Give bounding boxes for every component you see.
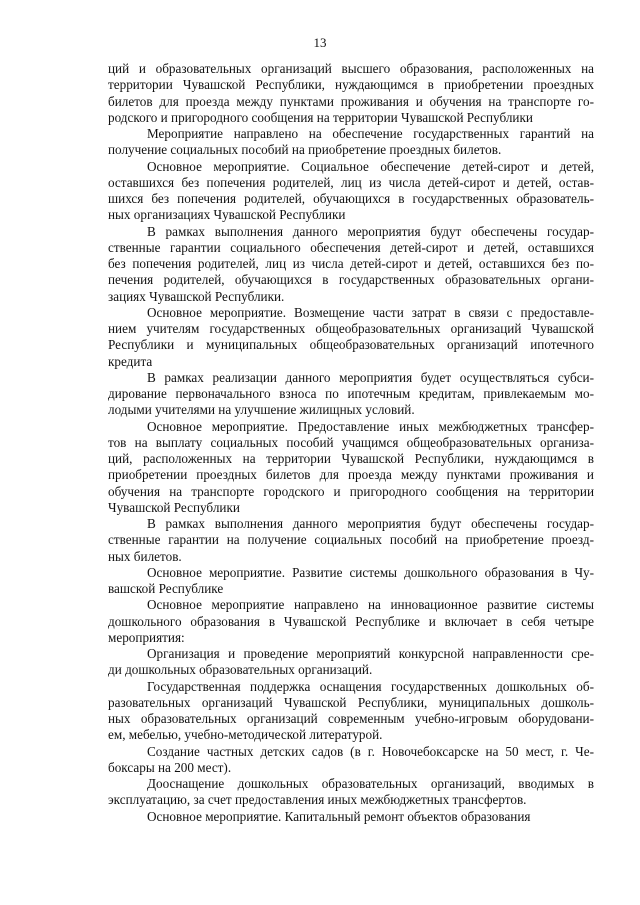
text-line: ем, мебелью, учебно-методической литературой.: [108, 727, 383, 743]
text-line: мероприятия:: [108, 629, 185, 645]
text-line: В рамках выполнения данного мероприятия будут обеспечены государ-: [147, 223, 594, 239]
text-line: Дооснащение дошкольных образовательных организаций, вводимых в: [147, 776, 594, 791]
text-line: ций и образовательных организаций высшего образования, расположенных на: [108, 61, 594, 76]
text-line: Основное мероприятие. Капитальный ремонт объектов образования: [147, 808, 531, 824]
text-line: ственные гарантии социального обеспечения детей-сирот и детей, оставшихся: [108, 239, 594, 255]
text-line: Организация и проведение мероприятий конкурсной направленности сре-: [147, 646, 594, 661]
text-line: Основное мероприятие. Возмещение части затрат в связи с предоставле-: [147, 304, 594, 320]
text-line: Мероприятие направлено на обеспечение государственных гарантий на: [147, 126, 594, 141]
text-line: Республики и муниципальных общеобразовательных организаций ипотечного: [108, 337, 594, 353]
text-line: билетов для проезда между пунктами проживания и обучения на транспорте го-: [108, 93, 594, 109]
text-line: Основное мероприятие. Развитие системы дошкольного образования в Чу-: [147, 564, 594, 580]
text-line: дирование первоначального взноса по ипотечным кредитам, привлекаемым мо-: [108, 386, 594, 401]
text-line: Создание частных детских садов (в г. Новочебоксарске на 50 мест, г. Че-: [147, 743, 594, 759]
text-line: Основное мероприятие. Предоставление иных межбюджетных трансфер-: [147, 418, 594, 434]
text-line: эксплуатацию, за счет предоставления иных межбюджетных трансфертов.: [108, 792, 527, 808]
text-line: родского и пригородного сообщения на территории Чувашской Республики: [108, 109, 533, 125]
text-line: ных билетов.: [108, 548, 182, 564]
text-line: В рамках реализации данного мероприятия будет осуществляться субси-: [147, 369, 594, 385]
text-line: зациях Чувашской Республики.: [108, 288, 285, 304]
text-line: обучения на транспорте городского и пригородного сообщения на территории: [108, 483, 594, 499]
text-line: приобретении проездных билетов для проезда между пунктами проживания и: [108, 467, 594, 483]
text-line: ций, расположенных на территории Чувашской Республики, нуждающимся в: [108, 451, 594, 466]
text-line: ственные гарантии на получение социальных пособий на приобретение проезд-: [108, 532, 594, 548]
text-line: разовательных организаций Чувашской Республики, муниципальных дошколь-: [108, 694, 594, 710]
text-line: дошкольного образования в Чувашской Республике и включает в себя четыре: [108, 613, 594, 629]
text-line: Государственная поддержка оснащения государственных дошкольных об-: [147, 678, 594, 694]
text-line: ных организациях Чувашской Республики: [108, 207, 346, 223]
text-line: территории Чувашской Республики, нуждающимся в приобретении проездных: [108, 77, 594, 93]
text-line: печения родителей, обучающихся в государственных образовательных органи-: [108, 272, 594, 288]
text-line: тов на выплату социальных пособий учащимся общеобразовательных организа-: [108, 434, 594, 450]
text-line: кредита: [108, 353, 153, 369]
text-line: лодыми учителями на улучшение жилищных условий.: [108, 402, 415, 418]
text-line: получение социальных пособий на приобретение проездных билетов.: [108, 142, 502, 158]
text-line: В рамках выполнения данного мероприятия будут обеспечены государ-: [147, 516, 594, 531]
text-line: Чувашской Республики: [108, 499, 240, 515]
text-line: ди дошкольных образовательных организаций.: [108, 662, 373, 678]
text-line: оставшихся без попечения родителей, лиц из числа детей-сирот и детей, остав-: [108, 174, 594, 190]
text-line: боксары на 200 мест).: [108, 759, 232, 775]
text-line: ных образовательных организаций современным учебно-игровым оборудовани-: [108, 711, 594, 726]
text-line: Основное мероприятие направлено на инновационное развитие системы: [147, 597, 594, 613]
body-text: [108, 61, 594, 825]
text-line: Основное мероприятие. Социальное обеспечение детей-сирот и детей,: [147, 158, 594, 174]
text-line: нием учителям государственных общеобразовательных организаций Чувашской: [108, 321, 594, 336]
text-line: шихся без попечения родителей, обучающихся в государственных образователь-: [108, 191, 594, 206]
page-number: 13: [313, 35, 327, 50]
text-line: без попечения родителей, лиц из числа детей-сирот и детей, оставшихся без по-: [108, 256, 594, 271]
text-line: вашской Республике: [108, 581, 224, 596]
